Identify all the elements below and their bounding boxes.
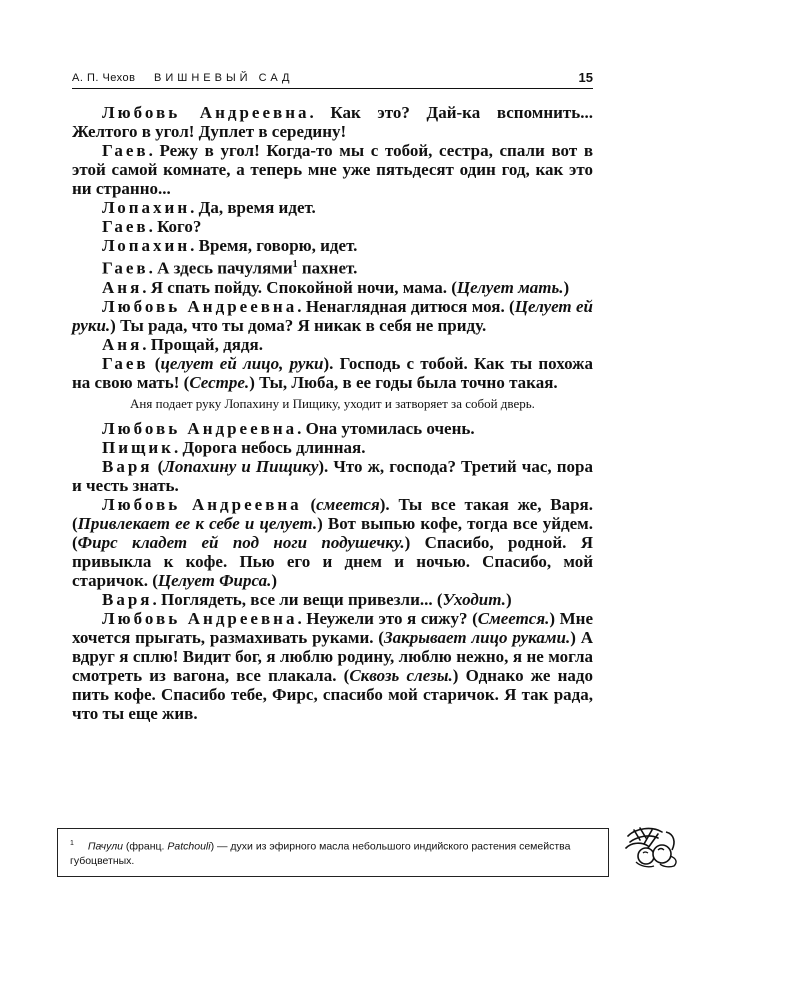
speaker: Гаев [102, 141, 149, 160]
stage-direction: Привлекает ее к себе и целует. [77, 513, 318, 533]
page-number: 15 [578, 70, 593, 85]
speaker: Любовь Андреевна [102, 608, 298, 628]
paragraph: Гаев. Режу в угол! Когда-то мы с тобой, сестра, спали вот в этой самой комнате, а теперь мне уже пятьдесят один год, как это ни странно... [72, 141, 593, 198]
stage-direction: смеется [316, 494, 380, 514]
speaker: Гаев [102, 258, 149, 278]
speaker: Гаев [102, 353, 149, 373]
paragraph: Любовь Андреевна. Она утомилась очень. [102, 418, 475, 438]
paragraph: Варя (Лопахину и Пищику). Что ж, господа? Третий час, пора и честь знать. [72, 456, 593, 495]
paragraph: Лопахин. Да, время идет. [102, 198, 316, 217]
paragraph: Варя. Поглядеть, все ли вещи привезли... (Уходит.) [102, 589, 512, 609]
paragraph: Любовь Андреевна. Ненаглядная дитюся моя. (Целует ей руки.) Ты рада, что ты дома? Я никак в себя не приду. [72, 296, 593, 335]
stage-direction: Закрывает лицо руками. [383, 627, 571, 647]
running-header [72, 69, 593, 89]
speaker: Любовь Андреевна [102, 494, 302, 514]
speaker: Лопахин [102, 236, 191, 255]
speaker: Варя [102, 456, 153, 476]
stage-direction-block: Аня подает руку Лопахину и Пищику, уходит и затворяет за собой дверь. [130, 395, 535, 411]
speaker: Любовь Андреевна [102, 418, 298, 438]
footnote-term: Пачули [87, 840, 123, 853]
speaker: Гаев [102, 217, 149, 236]
paragraph: Аня. Прощай, дядя. [102, 334, 263, 354]
header-rule [72, 88, 593, 89]
speaker: Любовь Андреевна [102, 103, 310, 122]
footnote-ref[interactable]: 1 [292, 259, 298, 270]
stage-direction: Целует ей руки. [72, 296, 593, 335]
stage-direction: Смеется. [477, 608, 550, 628]
speaker: Лопахин [102, 198, 191, 217]
speaker: Аня [102, 334, 143, 354]
paragraph: Гаев (целует ей лицо, руки). Господь с тобой. Как ты похожа на свою мать! (Сестре.) Ты, Люба, в ее годы была точно такая. [72, 353, 593, 392]
footnote-foreign-word: Patchouli [167, 840, 211, 853]
header-title: ВИШНЕВЫЙ САД [154, 72, 294, 84]
paragraph: Гаев. Кого? [102, 217, 202, 236]
stage-direction: Целует мать. [456, 277, 564, 297]
paragraph: Любовь Андреевна. Неужели это я сижу? (Смеется.) Мне хочется прыгать, размахивать руками. (Закрывает лицо руками.) А вдруг я сплю! Видит бог, я люблю родину, люблю нежно, я не могла смотреть из вагона, все плакала. (Сквозь слезы.) Однако же надо пить кофе. Спасибо тебе, Фирс, спасибо мой старичок. Я так рада, что ты еще жив. [72, 608, 594, 723]
stage-direction: Сквозь слезы. [349, 665, 453, 685]
paragraph: Любовь Андреевна. Как это? Дай-ка вспомнить... Желтого в угол! Дуплет в середину! [72, 103, 594, 141]
stage-direction: Фирс кладет ей под ноги подушечку. [77, 532, 405, 552]
stage-direction: целует ей лицо, руки [160, 353, 324, 373]
header-author: А. П. Чехов [72, 72, 136, 84]
speaker: Пищик [102, 437, 174, 457]
paragraph: Гаев. А здесь пачулями$^1$ пахнет. [102, 258, 358, 278]
stage-direction: Лопахину и Пищику [163, 456, 319, 476]
stage-direction: Сестре. [189, 372, 250, 392]
stage-direction: Целует Фирса. [157, 570, 272, 590]
paragraph: Аня. Я спать пойду. Спокойной ночи, мама. (Целует мать.) [102, 277, 570, 297]
paragraph: Лопахин. Время, говорю, идет. [102, 236, 358, 255]
speaker: Варя [102, 589, 153, 609]
play-text [72, 103, 593, 723]
stage-direction: Уходит. [442, 589, 506, 609]
footnote-mark: 1 [70, 840, 74, 847]
speaker: Любовь Андреевна [102, 296, 298, 316]
paragraph: Пищик. Дорога небось длинная. [102, 437, 366, 457]
speaker: Аня [102, 277, 143, 297]
paragraph: Любовь Андреевна (смеется). Ты все такая же, Варя. (Привлекает ее к себе и целует.) Вот выпью кофе, тогда все уйдем. (Фирс кладет ей под ноги подушечку.) Спасибо, родной. Я привыкла к кофе. Пью его и днем и ночью. Спасибо, мой старичок. (Целует Фирса.) [72, 494, 594, 590]
cherry-ornament-icon [622, 824, 680, 870]
footnote-definition: ) — духи из эфирного масла небольшого индийского растения семейства губоцветных. [70, 840, 571, 867]
footnote-box: $^1$ Пачули (франц. Patchouli) — духи из эфирного масла небольшого индийского растения семейства губоцветных. [57, 828, 609, 877]
